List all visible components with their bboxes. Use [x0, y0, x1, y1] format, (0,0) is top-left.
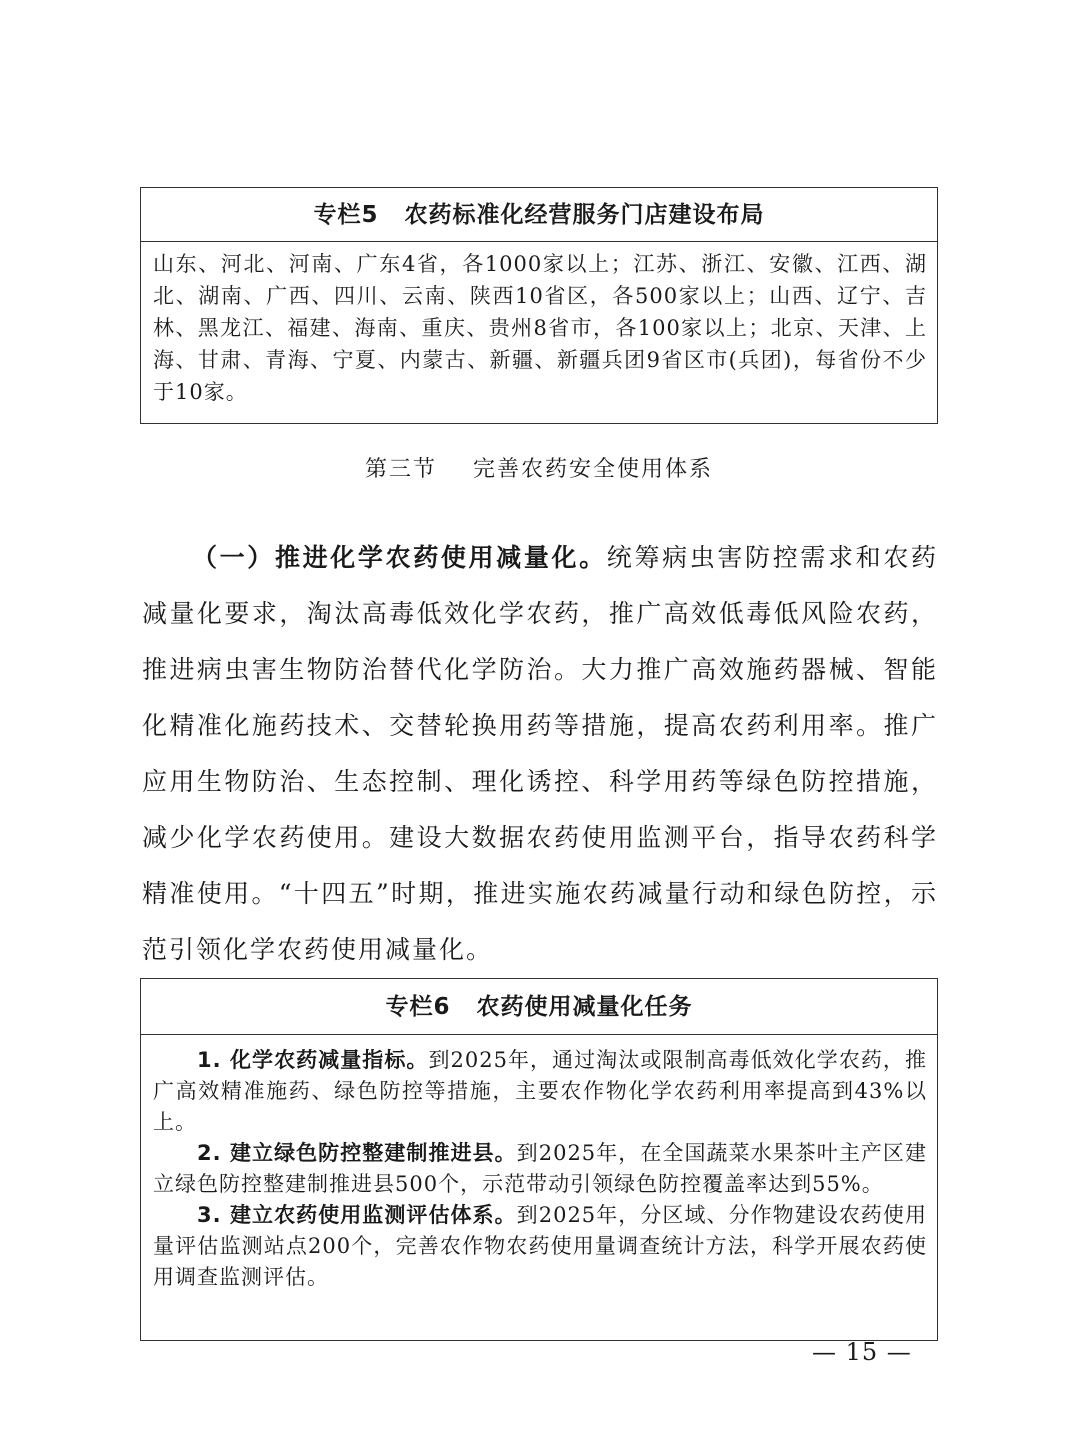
- section-heading: [140, 452, 938, 483]
- task-item-head: 3. 建立农药使用监测评估体系。: [197, 1203, 517, 1227]
- column-5-title: [141, 188, 937, 242]
- task-item-text: 到2025年，分区域、分作物建设农药使用量评估监测站点200个，完善农作物农药使用量调查统计方法，科学开展农药使用调查监测评估。: [153, 1203, 927, 1289]
- main-paragraph: [142, 530, 938, 978]
- column-6-box: [140, 978, 938, 1341]
- section-number: 第三节: [364, 457, 437, 482]
- task-item-text: 到2025年，在全国蔬菜水果茶叶主产区建立绿色防控整建制推进县500个，示范带动引领绿色防控覆盖率达到55%。: [153, 1141, 927, 1196]
- column-5-box: [140, 187, 938, 424]
- task-item: [153, 1200, 927, 1293]
- section-title: 完善农药安全使用体系: [473, 457, 714, 482]
- task-item: [153, 1045, 927, 1138]
- column-5-label: 专栏5: [313, 202, 379, 228]
- column-5-body: 山东、河北、河南、广东4省，各1000家以上；江苏、浙江、安徽、江西、湖北、湖南、广西、四川、云南、陕西10省区，各500家以上；山西、辽宁、吉林、黑龙江、福建、海南、重庆、贵州8省市，各100家以上；北京、天津、上海、甘肃、青海、宁夏、内蒙古、新疆、新疆兵团9省区市(兵团)，每省份不少于10家。: [153, 252, 927, 404]
- column-6-body: [141, 1035, 937, 1293]
- paragraph-lead: （一）推进化学农药使用减量化。: [192, 543, 607, 572]
- task-item-head: 1. 化学农药减量指标。: [197, 1048, 429, 1072]
- column-6-title-text: 农药使用减量化任务: [476, 994, 693, 1020]
- column-6-label: 专栏6: [385, 994, 451, 1020]
- page-number: — 15 —: [812, 1338, 912, 1366]
- task-item-head: 2. 建立绿色防控整建制推进县。: [197, 1141, 517, 1165]
- column-5-title-text: 农药标准化经营服务门店建设布局: [404, 202, 765, 228]
- paragraph-text: 统筹病虫害防控需求和农药减量化要求，淘汰高毒低效化学农药，推广高效低毒低风险农药，推进病虫害生物防治替代化学防治。大力推广高效施药器械、智能化精准化施药技术、交替轮换用药等措施，提高农药利用率。推广应用生物防治、生态控制、理化诱控、科学用药等绿色防控措施，减少化学农药使用。建设大数据农药使用监测平台，指导农药科学精准使用。“十四五”时期，推进实施农药减量行动和绿色防控，示范引领化学农药使用减量化。: [142, 543, 938, 964]
- task-item: [153, 1138, 927, 1200]
- column-6-title: [141, 979, 937, 1035]
- task-item-text: 到2025年，通过淘汰或限制高毒低效化学农药，推广高效精准施药、绿色防控等措施，主要农作物化学农药利用率提高到43%以上。: [153, 1048, 927, 1134]
